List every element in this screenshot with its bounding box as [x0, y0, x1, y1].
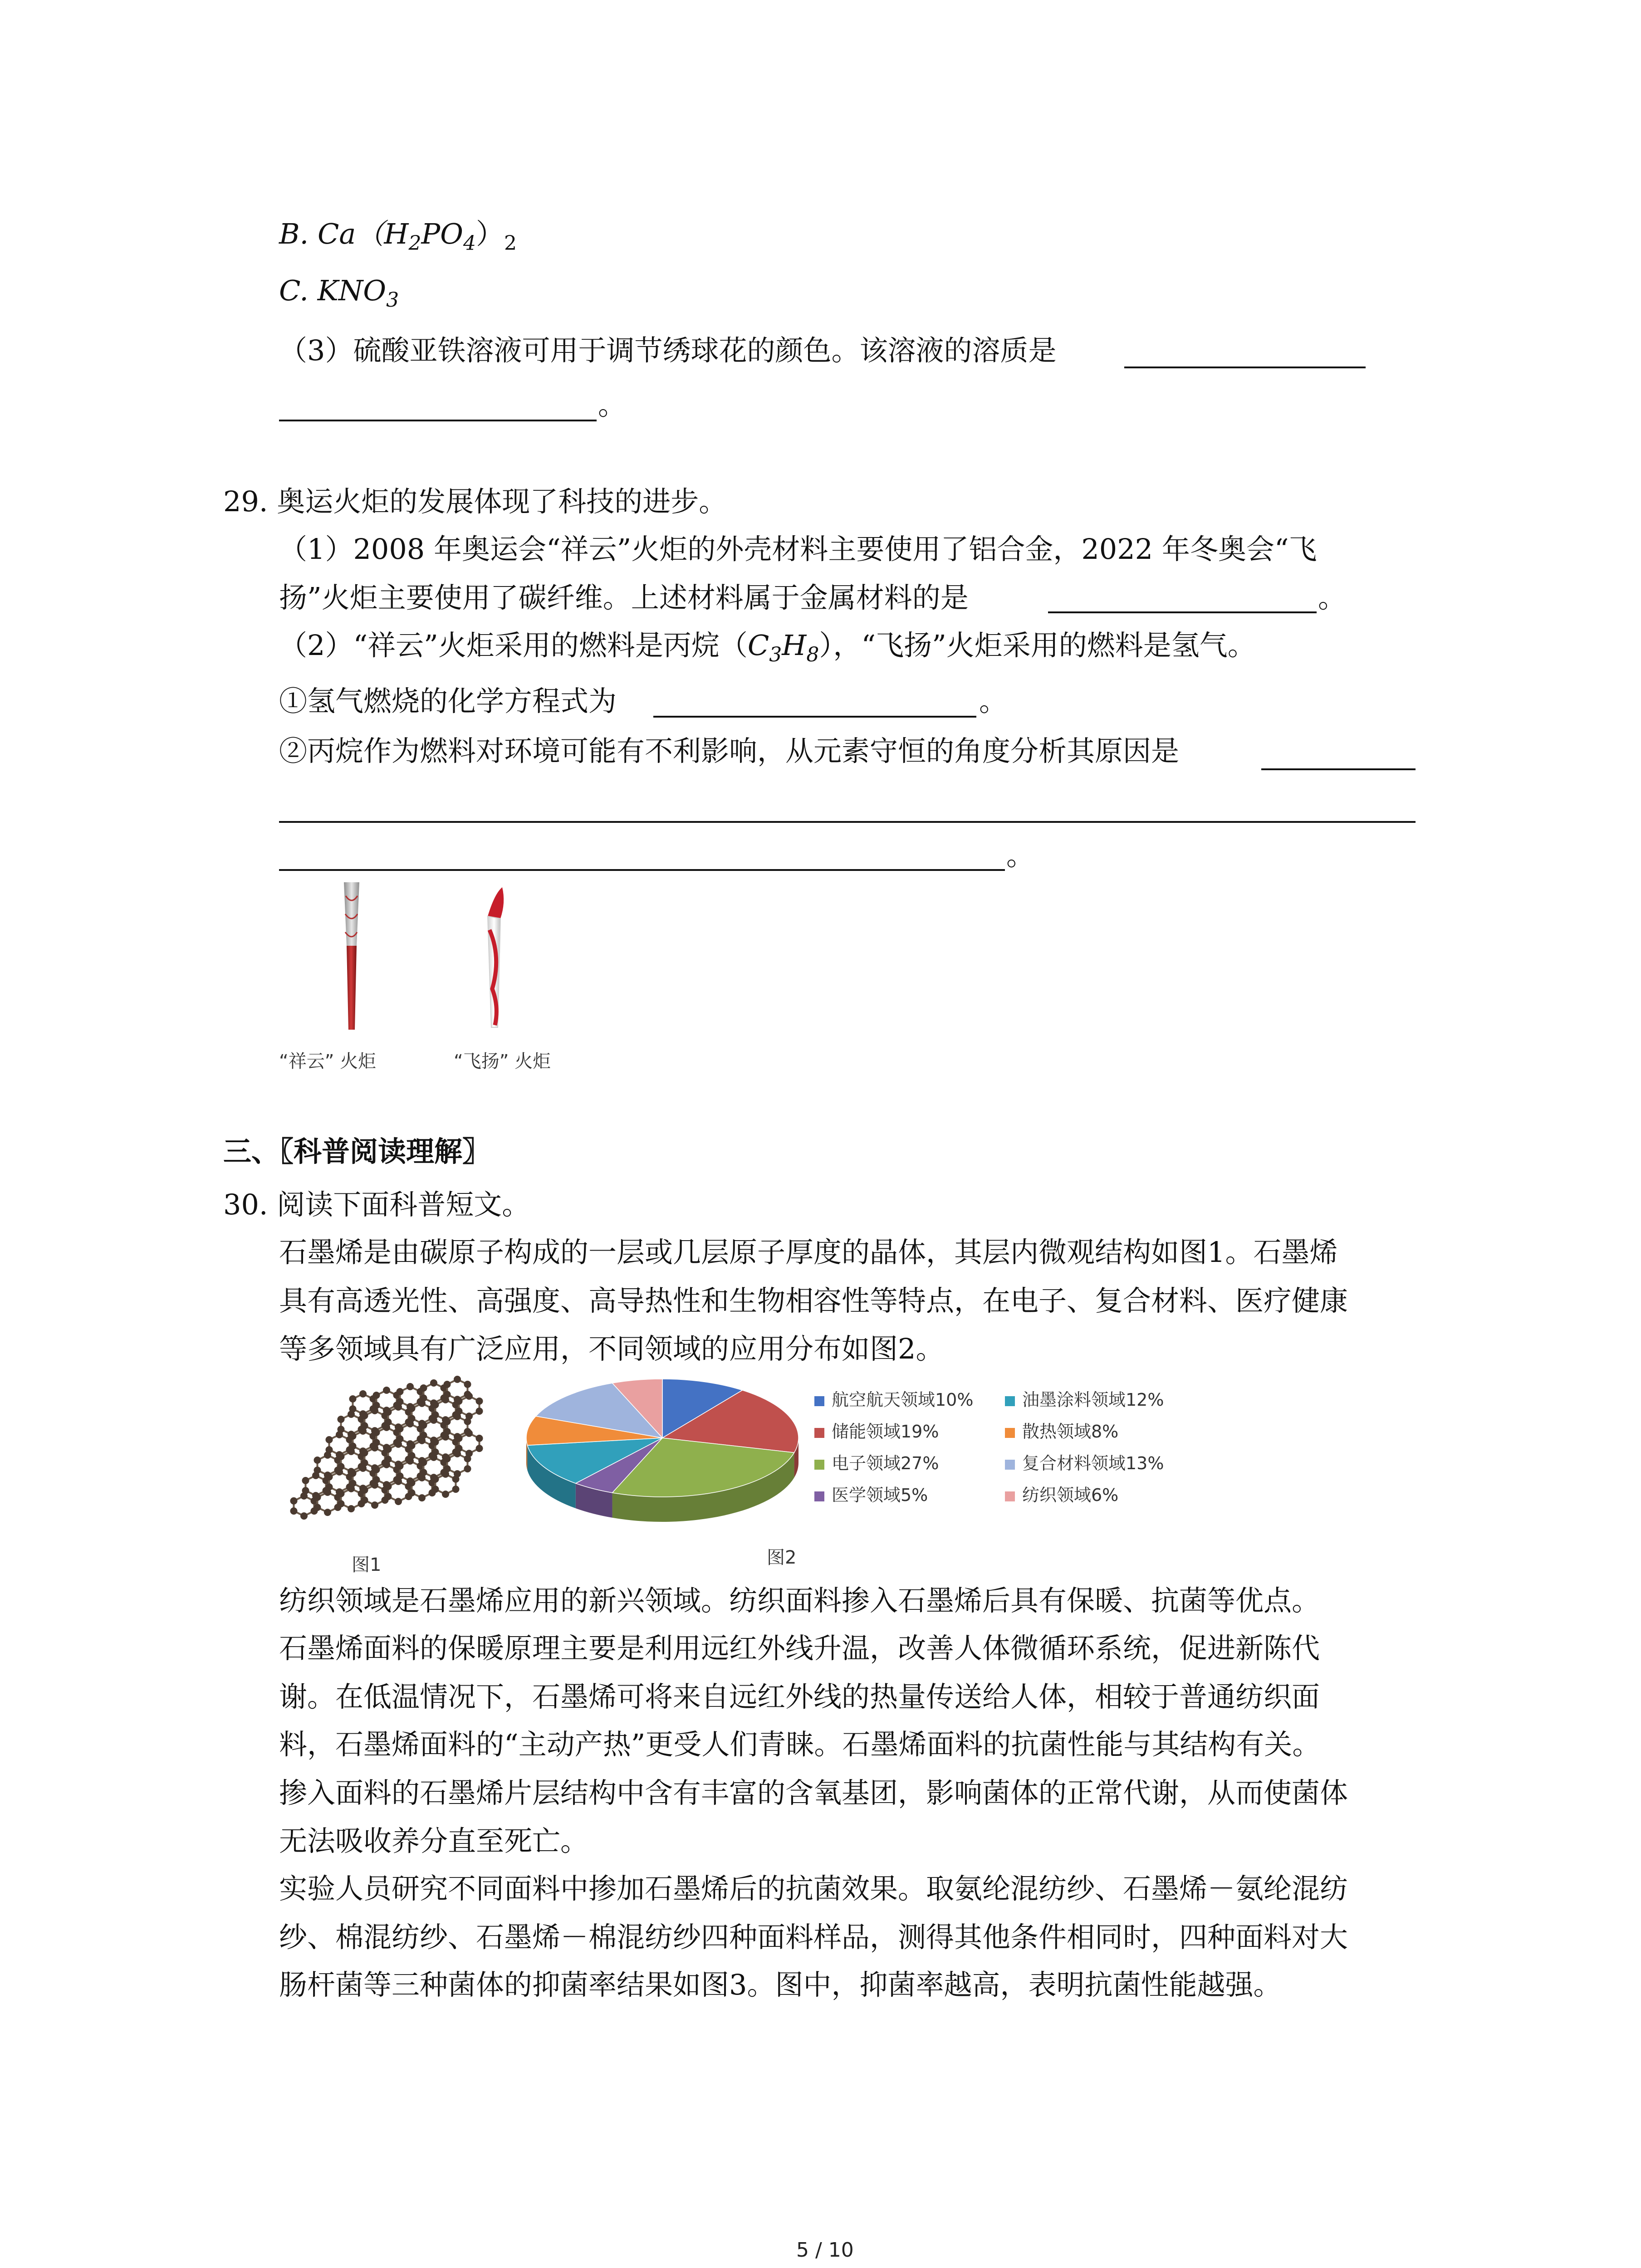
- lattice-atom: [338, 1463, 345, 1470]
- lattice-atom: [326, 1436, 333, 1443]
- lattice-atom: [432, 1448, 439, 1456]
- lattice-atom: [385, 1493, 392, 1500]
- q29-part2-sub1: ①氢气燃烧的化学方程式为: [279, 684, 617, 718]
- q30-para2-line5: 掺入面料的石墨烯片层结构中含有丰富的含氧基团，影响菌体的正常代谢，从而使菌体: [279, 1776, 1348, 1809]
- legend-item: [1005, 1418, 1118, 1442]
- legend-label: 复合材料领域13%: [1022, 1453, 1164, 1473]
- xiangyun-torch-caption: “祥云” 火炬: [279, 1051, 377, 1072]
- lattice-atom: [361, 1422, 368, 1429]
- lattice-atom: [338, 1426, 345, 1433]
- lattice-atom: [420, 1422, 427, 1429]
- q30-para3-line2: 纱、棉混纺纱、石墨烯－棉混纺纱四种面料样品，测得其他条件相同时，四种面料对大: [279, 1921, 1348, 1954]
- lattice-atom: [465, 1450, 473, 1457]
- lattice-atom: [397, 1472, 404, 1480]
- lattice-atom: [408, 1442, 416, 1449]
- legend-label: 储能领域19%: [832, 1422, 939, 1442]
- lattice-atom: [397, 1435, 404, 1442]
- legend-label: 纺织领域6%: [1022, 1485, 1119, 1505]
- q29-part1-blank[interactable]: [1048, 611, 1317, 613]
- q30-para1-line3: 等多领域具有广泛应用，不同领域的应用分布如图2。: [279, 1332, 944, 1365]
- lattice-atom: [373, 1439, 380, 1446]
- lattice-atom: [373, 1429, 380, 1436]
- lattice-atom: [326, 1473, 333, 1481]
- lattice-atom: [324, 1509, 331, 1516]
- lattice-atom: [349, 1442, 357, 1450]
- legend-item: [1005, 1481, 1118, 1506]
- lattice-atom: [290, 1497, 298, 1505]
- lattice-atom: [442, 1491, 449, 1498]
- legend-item: [814, 1481, 928, 1506]
- q30-para1-line1: 石墨烯是由碳原子构成的一层或几层原子厚度的晶体，其层内微观结构如图1。石墨烯: [279, 1236, 1338, 1269]
- lattice-atom: [452, 1486, 460, 1493]
- q29-title: 29. 奥运火炬的发展体现了科技的进步。: [223, 485, 727, 518]
- q29-sub2-blank-1[interactable]: [1261, 768, 1416, 770]
- lattice-atom: [290, 1507, 298, 1515]
- lattice-atom: [373, 1402, 380, 1409]
- legend-swatch: [1005, 1491, 1015, 1501]
- legend-swatch: [814, 1460, 824, 1470]
- section-heading: 三、〖科普阅读理解〗: [223, 1135, 491, 1168]
- lattice-atom: [444, 1465, 451, 1472]
- lattice-atom: [326, 1446, 333, 1453]
- q30-para2-line1: 纺织领域是石墨烯应用的新兴领域。纺织面料掺入石墨烯后具有保暖、抗菌等优点。: [279, 1584, 1320, 1617]
- lattice-atom: [476, 1445, 483, 1452]
- q29-sub2-end: 。: [1006, 839, 1035, 872]
- q29-part1-line2: 扬”火炬主要使用了碳纤维。上述材料属于金属材料的是: [279, 581, 969, 614]
- lattice-atom: [397, 1388, 404, 1395]
- q30-para1-line2: 具有高透光性、高强度、高导热性和生物相容性等特点，在电子、复合材料、医疗健康: [279, 1284, 1348, 1317]
- legend-item: [814, 1386, 973, 1411]
- xiangyun-torch-image: [336, 878, 367, 1032]
- lattice-atom: [420, 1469, 427, 1476]
- feiyang-torch-image: [474, 885, 515, 1030]
- legend-label: 散热领域8%: [1022, 1422, 1119, 1442]
- legend-item: [1005, 1449, 1164, 1474]
- legend-label: 电子领域27%: [832, 1453, 939, 1473]
- q28-answer-blank-1[interactable]: [1124, 367, 1366, 368]
- lattice-atom: [338, 1500, 345, 1507]
- lattice-atom: [444, 1381, 451, 1388]
- q30-para2-line4: 料，石墨烯面料的“主动产热”更受人们青睐。石墨烯面料的抗菌性能与其结构有关。: [279, 1728, 1321, 1761]
- lattice-atom: [326, 1483, 333, 1491]
- lattice-atom: [361, 1496, 368, 1504]
- lattice-atom: [314, 1466, 321, 1474]
- q28-part3: （3）硫酸亚铁溶液可用于调节绣球花的颜色。该溶液的溶质是: [279, 334, 1057, 367]
- q28-option-c: C. $KNO_3$: [279, 274, 399, 312]
- lattice-atom: [444, 1391, 451, 1398]
- lattice-atom: [444, 1418, 451, 1425]
- lattice-atom: [408, 1479, 416, 1486]
- lattice-atom: [314, 1494, 321, 1501]
- application-pie-chart: [517, 1370, 808, 1533]
- lattice-atom: [302, 1477, 309, 1484]
- lattice-atom: [338, 1416, 345, 1423]
- lattice-atom: [432, 1401, 439, 1408]
- lattice-atom: [385, 1408, 392, 1416]
- lattice-atom: [464, 1381, 471, 1388]
- lattice-atom: [420, 1384, 427, 1392]
- lattice-atom: [454, 1376, 461, 1383]
- lattice-atom: [397, 1425, 404, 1432]
- legend-label: 医学领域5%: [832, 1485, 928, 1505]
- legend-swatch: [1005, 1460, 1015, 1470]
- q29-part2-sub2: ②丙烷作为燃料对环境可能有不利影响，从元素守恒的角度分析其原因是: [279, 734, 1180, 767]
- q29-part1-end: 。: [1318, 581, 1347, 614]
- lattice-atom: [349, 1470, 357, 1477]
- legend-swatch: [1005, 1396, 1015, 1406]
- lattice-atom: [314, 1457, 321, 1464]
- lattice-atom: [349, 1405, 357, 1413]
- q28-answer-blank-2[interactable]: [279, 420, 597, 421]
- lattice-atom: [397, 1398, 404, 1405]
- lattice-atom: [361, 1459, 368, 1466]
- lattice-atom: [385, 1483, 392, 1490]
- lattice-atom: [302, 1487, 309, 1494]
- lattice-atom: [432, 1476, 439, 1483]
- feiyang-torch-caption: “飞扬” 火炬: [454, 1051, 551, 1072]
- q30-para2-line6: 无法吸收养分直至死亡。: [279, 1824, 589, 1857]
- legend-item: [814, 1418, 939, 1442]
- lattice-atom: [418, 1494, 426, 1501]
- lattice-atom: [408, 1405, 416, 1412]
- lattice-atom: [314, 1504, 321, 1511]
- legend-label: 油墨涂料领域12%: [1022, 1390, 1164, 1410]
- lattice-atom: [420, 1394, 427, 1402]
- lattice-atom: [408, 1452, 416, 1459]
- lattice-atom: [420, 1432, 427, 1439]
- q29-part1-line1: （1）2008 年奥运会“祥云”火炬的外壳材料主要使用了铝合金，2022 年冬奥会“飞: [279, 533, 1317, 566]
- lattice-atom: [465, 1413, 473, 1420]
- graphene-lattice-figure: [286, 1374, 485, 1524]
- legend-item: [814, 1449, 939, 1474]
- fig2-caption: 图2: [767, 1547, 797, 1568]
- lattice-atom: [371, 1501, 378, 1509]
- q30-para3-line1: 实验人员研究不同面料中掺加石墨烯后的抗菌效果。取氨纶混纺纱、石墨烯－氨纶混纺: [279, 1872, 1348, 1905]
- lattice-atom: [349, 1480, 357, 1487]
- q30-para2-line2: 石墨烯面料的保暖原理主要是利用远红外线升温，改善人体微循环系统，促进新陈代: [279, 1632, 1320, 1665]
- q28-end-punct: 。: [598, 388, 627, 421]
- legend-swatch: [814, 1491, 824, 1501]
- lattice-atom: [385, 1446, 392, 1453]
- q29-sub1-end: 。: [979, 684, 1008, 718]
- lattice-atom: [444, 1455, 451, 1462]
- q29-part2-line: （2）“祥云”火炬采用的燃料是丙烷$(C_3H_8)$，“飞扬”火炬采用的燃料是氢气。: [279, 629, 1256, 666]
- q30-para2-line3: 谢。在低温情况下，石墨烯可将来自远红外线的热量传送给人体，相较于普通纺织面: [279, 1680, 1320, 1713]
- q29-sub2-blank-2[interactable]: [279, 821, 1416, 823]
- lattice-atom: [465, 1430, 473, 1437]
- lattice-atom: [420, 1459, 427, 1466]
- q30-para3-line3: 肠杆菌等三种菌体的抑菌率结果如图3。图中，抑菌率越高，表明抗菌性能越强。: [279, 1968, 1282, 2001]
- lattice-atom: [348, 1505, 355, 1512]
- lattice-atom: [444, 1428, 451, 1435]
- q30-title: 30. 阅读下面科普短文。: [223, 1188, 530, 1221]
- lattice-atom: [407, 1383, 414, 1390]
- lattice-atom: [408, 1415, 416, 1422]
- lattice-atom: [456, 1445, 463, 1452]
- legend-label: 航空航天领域10%: [832, 1390, 974, 1410]
- lattice-atom: [300, 1512, 308, 1520]
- q29-sub2-blank-3[interactable]: [279, 869, 1005, 871]
- lattice-atom: [476, 1398, 483, 1405]
- lattice-atom: [432, 1438, 439, 1446]
- lattice-atom: [359, 1390, 367, 1398]
- q29-sub1-blank[interactable]: [653, 716, 976, 718]
- lattice-atom: [476, 1408, 483, 1415]
- lattice-atom: [373, 1466, 380, 1473]
- lattice-atom: [349, 1432, 357, 1440]
- lattice-atom: [361, 1449, 368, 1457]
- legend-swatch: [1005, 1428, 1015, 1438]
- lattice-atom: [373, 1476, 380, 1483]
- legend-swatch: [814, 1396, 824, 1406]
- lattice-atom: [408, 1489, 416, 1496]
- lattice-atom: [456, 1408, 463, 1415]
- lattice-atom: [465, 1393, 473, 1400]
- lattice-atom: [385, 1418, 392, 1426]
- lattice-atom: [397, 1462, 404, 1470]
- lattice-atom: [383, 1387, 390, 1394]
- lattice-atom: [385, 1456, 392, 1463]
- lattice-atom: [349, 1395, 357, 1403]
- lattice-atom: [430, 1379, 437, 1387]
- lattice-atom: [361, 1412, 368, 1419]
- lattice-atom: [432, 1411, 439, 1418]
- fig1-caption: 图1: [352, 1554, 382, 1575]
- lattice-atom: [432, 1486, 439, 1493]
- legend-swatch: [814, 1428, 824, 1438]
- lattice-atom: [456, 1398, 463, 1405]
- lattice-atom: [338, 1490, 345, 1497]
- lattice-atom: [373, 1392, 380, 1399]
- legend-item: [1005, 1386, 1164, 1411]
- lattice-atom: [395, 1498, 402, 1505]
- lattice-atom: [476, 1435, 483, 1442]
- lattice-atom: [464, 1465, 471, 1472]
- page-number: 5 / 10: [796, 2239, 854, 2262]
- lattice-atom: [361, 1486, 368, 1494]
- lattice-atom: [454, 1470, 461, 1477]
- lattice-atom: [456, 1435, 463, 1442]
- lattice-atom: [338, 1453, 345, 1460]
- q28-option-b: B. $Ca(H_2PO_4)_2$: [279, 217, 517, 255]
